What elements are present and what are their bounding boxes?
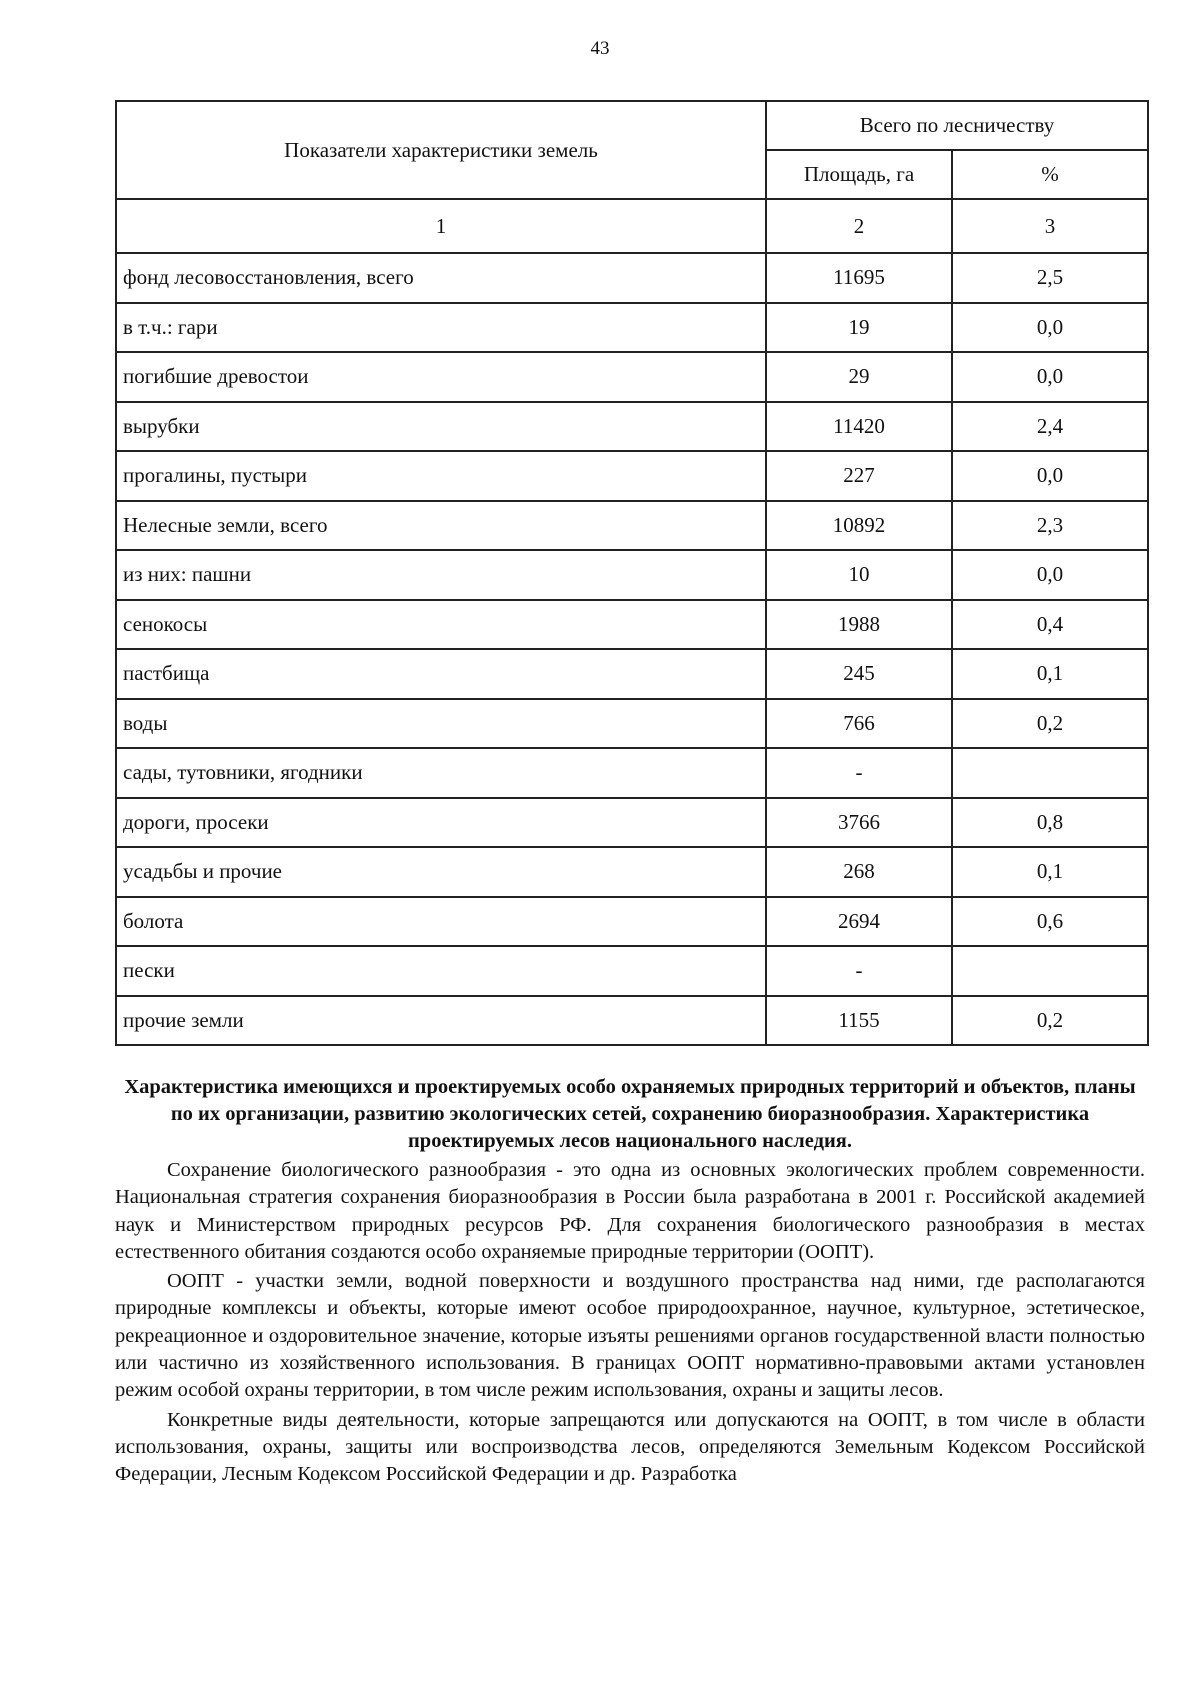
row-percent: 0,2: [952, 996, 1148, 1046]
table-row: [116, 748, 1148, 798]
section-title: Характеристика имеющихся и проектируемых особо охраняемых природных территорий и объектов, планы по их организации, развитию экологических сетей, сохранению биоразнообразия. Характеристика проектируемых лесов национального наследия.: [124, 1076, 1136, 1152]
row-label: фонд лесовосстановления, всего: [116, 253, 766, 303]
header-forestry-total: Всего по лесничеству: [766, 101, 1148, 150]
table-row: [116, 600, 1148, 650]
row-percent: 0,1: [952, 847, 1148, 897]
paragraph-activities: Конкретные виды деятельности, которые запрещаются или допускаются на ООПТ, в том числе в области использования, охраны, защиты или воспроизводства лесов, определяются Земельным Кодексом Российской Федерации, Лесным Кодексом Российской Федерации и др. Разработка: [115, 1408, 1145, 1486]
row-area: -: [766, 946, 952, 996]
table-row: [116, 847, 1148, 897]
row-percent: 2,3: [952, 501, 1148, 551]
row-label: прогалины, пустыри: [116, 451, 766, 501]
row-percent: 2,5: [952, 253, 1148, 303]
paragraph-oopt-definition: ООПТ - участки земли, водной поверхности и воздушного пространства над ними, где располагаются природные комплексы и объекты, которые имеют особое природоохранное, научное, культурное, эстетическое, рекреационное и оздоровительное значение, которые изъяты решениями органов государственной власти полностью или частично из хозяйственного использования. В границах ООПТ нормативно-правовыми актами установлен режим особой охраны территории, в том числе режим использования, охраны и защиты лесов.: [115, 1270, 1145, 1402]
row-percent: 0,4: [952, 600, 1148, 650]
row-percent: 2,4: [952, 402, 1148, 452]
row-label: усадьбы и прочие: [116, 847, 766, 897]
row-area: 19: [766, 303, 952, 353]
row-label: Нелесные земли, всего: [116, 501, 766, 551]
row-percent: 0,0: [952, 303, 1148, 353]
row-percent: [952, 748, 1148, 798]
row-label: вырубки: [116, 402, 766, 452]
table-row: [116, 352, 1148, 402]
table-row: [116, 303, 1148, 353]
table-row: [116, 798, 1148, 848]
table-row: [116, 402, 1148, 452]
header-area: Площадь, га: [766, 150, 952, 199]
row-label: пастбища: [116, 649, 766, 699]
row-area: 29: [766, 352, 952, 402]
row-area: 766: [766, 699, 952, 749]
column-number-2: 2: [766, 199, 952, 253]
row-label: сады, тутовники, ягодники: [116, 748, 766, 798]
row-label: погибшие древостои: [116, 352, 766, 402]
row-area: 10892: [766, 501, 952, 551]
row-label: прочие земли: [116, 996, 766, 1046]
row-area: -: [766, 748, 952, 798]
row-area: 268: [766, 847, 952, 897]
row-percent: 0,8: [952, 798, 1148, 848]
column-number-1: 1: [116, 199, 766, 253]
row-label: дороги, просеки: [116, 798, 766, 848]
table-row: [116, 649, 1148, 699]
row-area: 1155: [766, 996, 952, 1046]
protected-areas-section: [115, 1074, 1145, 1489]
row-percent: [952, 946, 1148, 996]
header-percent: %: [952, 150, 1148, 199]
paragraph-biodiversity: Сохранение биологического разнообразия - это одна из основных экологических проблем современности. Национальная стратегия сохранения биоразнообразия в России была разработана в 2001 г. Российской академией наук и Министерством природных ресурсов РФ. Для сохранения биологического разнообразия в местах естественного обитания создаются особо охраняемые природные территории (ООПТ).: [115, 1159, 1145, 1263]
row-label: из них: пашни: [116, 550, 766, 600]
land-characteristics-table: [115, 100, 1149, 1046]
table-row: [116, 550, 1148, 600]
row-area: 1988: [766, 600, 952, 650]
header-indicator: Показатели характеристики земель: [116, 101, 766, 199]
row-percent: 0,2: [952, 699, 1148, 749]
row-area: 10: [766, 550, 952, 600]
table-row: [116, 946, 1148, 996]
row-area: 245: [766, 649, 952, 699]
row-percent: 0,6: [952, 897, 1148, 947]
row-percent: 0,0: [952, 451, 1148, 501]
column-number-3: 3: [952, 199, 1148, 253]
row-area: 11695: [766, 253, 952, 303]
table-row: [116, 253, 1148, 303]
row-label: сенокосы: [116, 600, 766, 650]
row-percent: 0,1: [952, 649, 1148, 699]
page-number: 43: [590, 38, 610, 59]
row-percent: 0,0: [952, 550, 1148, 600]
table-row: [116, 996, 1148, 1046]
row-percent: 0,0: [952, 352, 1148, 402]
row-label: в т.ч.: гари: [116, 303, 766, 353]
row-area: 2694: [766, 897, 952, 947]
row-area: 3766: [766, 798, 952, 848]
row-label: болота: [116, 897, 766, 947]
row-label: воды: [116, 699, 766, 749]
table-row: [116, 451, 1148, 501]
row-area: 227: [766, 451, 952, 501]
table-row: [116, 897, 1148, 947]
table-row: [116, 501, 1148, 551]
table-row: [116, 699, 1148, 749]
row-area: 11420: [766, 402, 952, 452]
row-label: пески: [116, 946, 766, 996]
